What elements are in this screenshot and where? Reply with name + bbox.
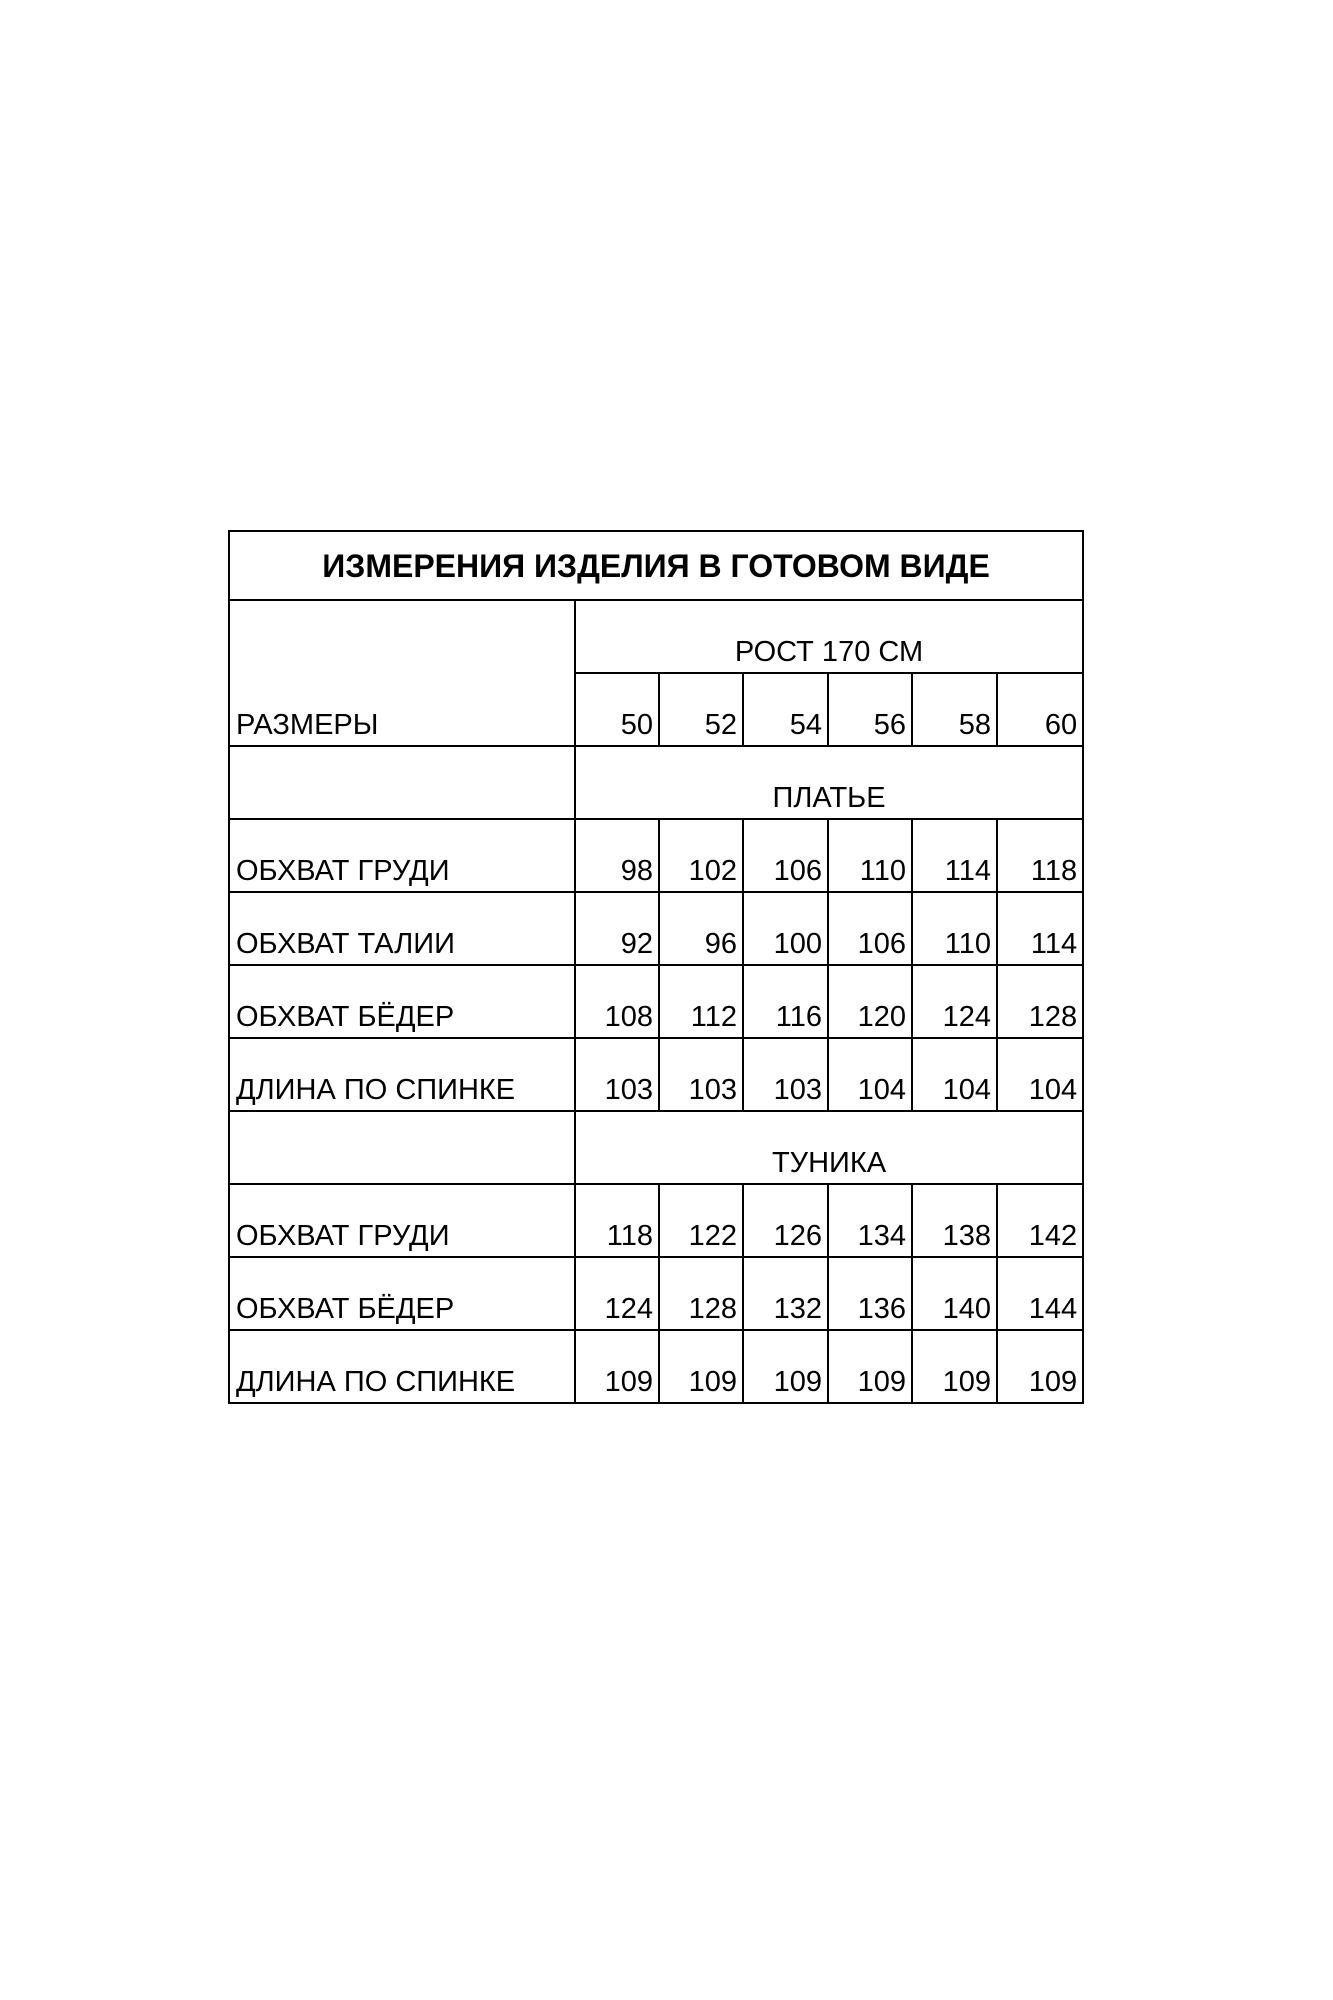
- table-row: [229, 1330, 1083, 1403]
- value-cell: 122: [659, 1184, 743, 1257]
- value-cell: 124: [575, 1257, 659, 1330]
- value-cell: 109: [997, 1330, 1083, 1403]
- value-cell: 128: [659, 1257, 743, 1330]
- table-title: ИЗМЕРЕНИЯ ИЗДЕЛИЯ В ГОТОВОМ ВИДЕ: [229, 531, 1083, 600]
- value-cell: 110: [912, 892, 997, 965]
- section-title-tunic: ТУНИКА: [575, 1111, 1083, 1184]
- value-cell: 126: [743, 1184, 828, 1257]
- measurements-table: [228, 530, 1084, 1404]
- table-row: [229, 1184, 1083, 1257]
- value-cell: 114: [997, 892, 1083, 965]
- value-cell: 118: [575, 1184, 659, 1257]
- section-blank-cell: [229, 1111, 575, 1184]
- row-label: ОБХВАТ БЁДЕР: [229, 1257, 575, 1330]
- table-row: [229, 819, 1083, 892]
- row-label: ОБХВАТ ТАЛИИ: [229, 892, 575, 965]
- value-cell: 103: [575, 1038, 659, 1111]
- height-row: [229, 600, 1083, 673]
- row-label: ОБХВАТ ГРУДИ: [229, 1184, 575, 1257]
- value-cell: 103: [743, 1038, 828, 1111]
- value-cell: 112: [659, 965, 743, 1038]
- value-cell: 109: [659, 1330, 743, 1403]
- value-cell: 104: [997, 1038, 1083, 1111]
- value-cell: 109: [912, 1330, 997, 1403]
- value-cell: 132: [743, 1257, 828, 1330]
- value-cell: 116: [743, 965, 828, 1038]
- table-row: [229, 1257, 1083, 1330]
- value-cell: 102: [659, 819, 743, 892]
- value-cell: 124: [912, 965, 997, 1038]
- value-cell: 120: [828, 965, 912, 1038]
- size-cell: 58: [912, 673, 997, 746]
- table-row: [229, 1038, 1083, 1111]
- value-cell: 109: [743, 1330, 828, 1403]
- sizes-row: [229, 673, 1083, 746]
- section-title-dress: ПЛАТЬЕ: [575, 746, 1083, 819]
- value-cell: 92: [575, 892, 659, 965]
- value-cell: 144: [997, 1257, 1083, 1330]
- size-cell: 50: [575, 673, 659, 746]
- value-cell: 118: [997, 819, 1083, 892]
- row-label: ОБХВАТ БЁДЕР: [229, 965, 575, 1038]
- value-cell: 104: [912, 1038, 997, 1111]
- size-cell: 52: [659, 673, 743, 746]
- size-cell: 54: [743, 673, 828, 746]
- size-cell: 56: [828, 673, 912, 746]
- value-cell: 98: [575, 819, 659, 892]
- value-cell: 136: [828, 1257, 912, 1330]
- sizes-label: РАЗМЕРЫ: [229, 673, 575, 746]
- value-cell: 140: [912, 1257, 997, 1330]
- value-cell: 106: [743, 819, 828, 892]
- title-row: [229, 531, 1083, 600]
- value-cell: 138: [912, 1184, 997, 1257]
- value-cell: 109: [575, 1330, 659, 1403]
- section-row-dress: [229, 746, 1083, 819]
- value-cell: 100: [743, 892, 828, 965]
- value-cell: 128: [997, 965, 1083, 1038]
- value-cell: 104: [828, 1038, 912, 1111]
- table-row: [229, 892, 1083, 965]
- value-cell: 134: [828, 1184, 912, 1257]
- value-cell: 110: [828, 819, 912, 892]
- table-row: [229, 965, 1083, 1038]
- row-label: ДЛИНА ПО СПИНКЕ: [229, 1330, 575, 1403]
- section-row-tunic: [229, 1111, 1083, 1184]
- row-label: ДЛИНА ПО СПИНКЕ: [229, 1038, 575, 1111]
- value-cell: 142: [997, 1184, 1083, 1257]
- value-cell: 109: [828, 1330, 912, 1403]
- size-cell: 60: [997, 673, 1083, 746]
- section-blank-cell: [229, 746, 575, 819]
- value-cell: 108: [575, 965, 659, 1038]
- value-cell: 114: [912, 819, 997, 892]
- row-label: ОБХВАТ ГРУДИ: [229, 819, 575, 892]
- value-cell: 106: [828, 892, 912, 965]
- height-label: РОСТ 170 СМ: [575, 600, 1083, 673]
- value-cell: 103: [659, 1038, 743, 1111]
- value-cell: 96: [659, 892, 743, 965]
- corner-cell: [229, 600, 575, 673]
